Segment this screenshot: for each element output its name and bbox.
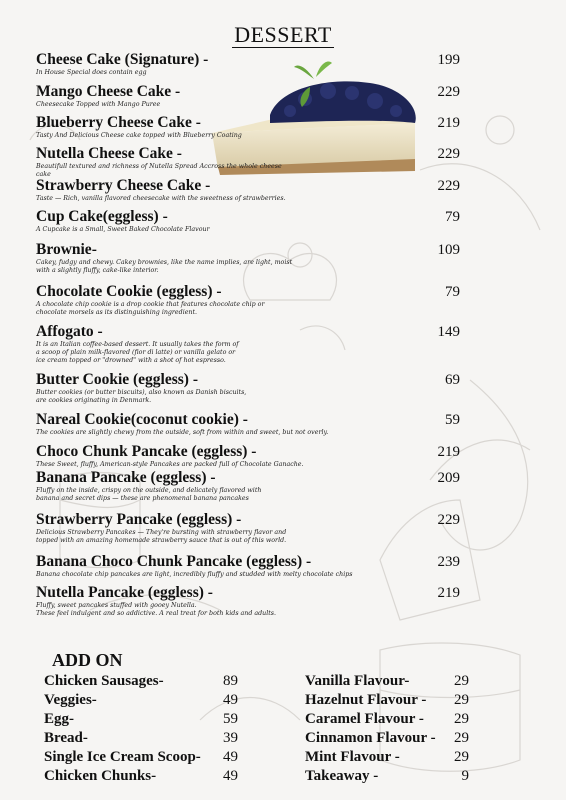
menu-item [36,323,464,371]
item-price: 79 [445,284,460,300]
addon-price: 29 [454,749,469,765]
item-name: Chocolate Cookie (eggless) - [36,283,222,300]
menu-item [36,511,464,553]
item-description: Delicious Strawberry Pancakes — They're bursting with strawberry flavor and topped with an amazing homemade strawberry sauce that is out of this world. [36,529,287,544]
menu-item [36,371,464,411]
menu-item [36,411,464,443]
item-price: 229 [437,178,460,194]
item-price: 229 [437,84,460,100]
addon-price: 49 [223,768,238,784]
item-name: Choco Chunk Pancake (eggless) - [36,443,257,460]
addon-price: 29 [454,673,469,689]
item-description: Tasty And Delicious Cheese cake topped with Blueberry Coating [36,132,242,139]
addon-price: 89 [223,673,238,689]
menu-item [36,283,464,323]
addon-name: Chicken Chunks- [44,768,157,784]
menu-item [36,241,464,283]
item-description: Cheesecake Topped with Mango Puree [36,101,161,108]
addon-item [44,691,238,710]
item-description: Banana chocolate chip pancakes are light, incredibly fluffy and studded with melty chocolate chips [36,571,353,578]
item-name: Butter Cookie (eggless) - [36,371,199,388]
addon-item [305,691,469,710]
item-price: 199 [437,52,460,68]
item-description: It is an Italian coffee-based dessert. It usually takes the form of a scoop of plain milk-flavored (fior di latte) or vanilla gelato or ice cream topped or "drowned" with a shot of hot espresso. [36,341,239,364]
item-price: 229 [437,512,460,528]
item-price: 219 [437,115,460,131]
addon-item [305,767,469,786]
addon-item [44,672,238,691]
item-description: Fluffy on the inside, crispy on the outside, and delicately flavored with banana and secret dips — these are phenomenal banana pancakes [36,487,262,502]
item-price: 149 [437,324,460,340]
addon-name: Mint Flavour - [305,749,400,765]
addon-name: Chicken Sausages- [44,673,164,689]
item-name: Banana Choco Chunk Pancake (eggless) - [36,553,312,570]
item-description: Beautifull textured and richness of Nutella Spread Accross the whole cheese cake [36,163,282,178]
item-name: Strawberry Cheese Cake - [36,177,211,194]
item-price: 219 [437,585,460,601]
item-price: 109 [437,242,460,258]
item-price: 79 [445,209,460,225]
addon-item [44,710,238,729]
item-description: In House Special does contain egg [36,69,147,76]
addon-name: Caramel Flavour - [305,711,424,727]
menu-item [36,145,464,177]
item-description: These Sweet, fluffy, American-style Pancakes are packed full of Chocolate Ganache. [36,461,304,468]
dessert-menu-list [36,51,464,624]
addon-item [305,672,469,691]
item-description: The cookies are slightly chewy from the outside, soft from within and sweet, but not overly. [36,429,329,436]
page-title: DESSERT [234,22,332,47]
addon-name: Vanilla Flavour- [305,673,410,689]
addon-price: 29 [454,711,469,727]
menu-item [36,114,464,145]
addon-name: Takeaway - [305,768,379,784]
menu-item [36,553,464,584]
addon-list-left [44,672,238,786]
addon-item [305,710,469,729]
menu-item [36,443,464,469]
addon-name: Cinnamon Flavour - [305,730,436,746]
item-name: Blueberry Cheese Cake - [36,114,201,131]
item-name: Mango Cheese Cake - [36,83,181,100]
addon-price: 49 [223,749,238,765]
addon-item [305,748,469,767]
item-name: Nutella Pancake (eggless) - [36,584,213,601]
item-name: Strawberry Pancake (eggless) - [36,511,242,528]
addon-name: Single Ice Cream Scoop- [44,749,201,765]
item-price: 239 [437,554,460,570]
item-name: Banana Pancake (eggless) - [36,469,216,486]
addon-name: Bread- [44,730,88,746]
item-description: Butter cookies (or butter biscuits), also known as Danish biscuits, are cookies originating in Denmark. [36,389,247,404]
item-price: 209 [437,470,460,486]
addon-price: 29 [454,730,469,746]
addon-price: 9 [461,768,469,784]
addon-price: 59 [223,711,238,727]
item-description: Fluffy, sweet pancakes stuffed with gooey Nutella. These feel indulgent and so addictive. A real treat for both kids and adults. [36,602,277,617]
addon-item [44,729,238,748]
item-description: Taste — Rich, vanilla flavored cheesecake with the sweetness of strawberries. [36,195,286,202]
item-name: Cheese Cake (Signature) - [36,51,209,68]
addon-item [305,729,469,748]
item-price: 229 [437,146,460,162]
addon-list-right [305,672,469,786]
addon-price: 39 [223,730,238,746]
menu-item [36,83,464,114]
item-price: 219 [437,444,460,460]
addon-name: Egg- [44,711,74,727]
item-description: A chocolate chip cookie is a drop cookie that features chocolate chip or chocolate morsels as its distinguishing ingredient. [36,301,265,316]
menu-item [36,51,464,83]
item-description: Cakey, fudgy and chewy. Cakey brownies, like the name implies, are light, moist with a slightly fluffy, cake-like interior. [36,259,293,274]
addon-name: Veggies- [44,692,97,708]
item-description: A Cupcake is a Small, Sweet Baked Chocolate Flavour [36,226,210,233]
menu-item [36,584,464,624]
addon-price: 29 [454,692,469,708]
menu-item [36,469,464,511]
item-name: Brownie- [36,241,97,258]
addon-item [44,767,238,786]
menu-item [36,208,464,241]
item-name: Cup Cake(eggless) - [36,208,168,225]
addon-price: 49 [223,692,238,708]
addon-item [44,748,238,767]
item-price: 59 [445,412,460,428]
item-name: Affogato - [36,323,103,340]
menu-item [36,177,464,208]
addon-title: ADD ON [52,650,123,670]
item-name: Nutella Cheese Cake - [36,145,182,162]
item-name: Nareal Cookie(coconut cookie) - [36,411,248,428]
item-price: 69 [445,372,460,388]
addon-name: Hazelnut Flavour - [305,692,427,708]
